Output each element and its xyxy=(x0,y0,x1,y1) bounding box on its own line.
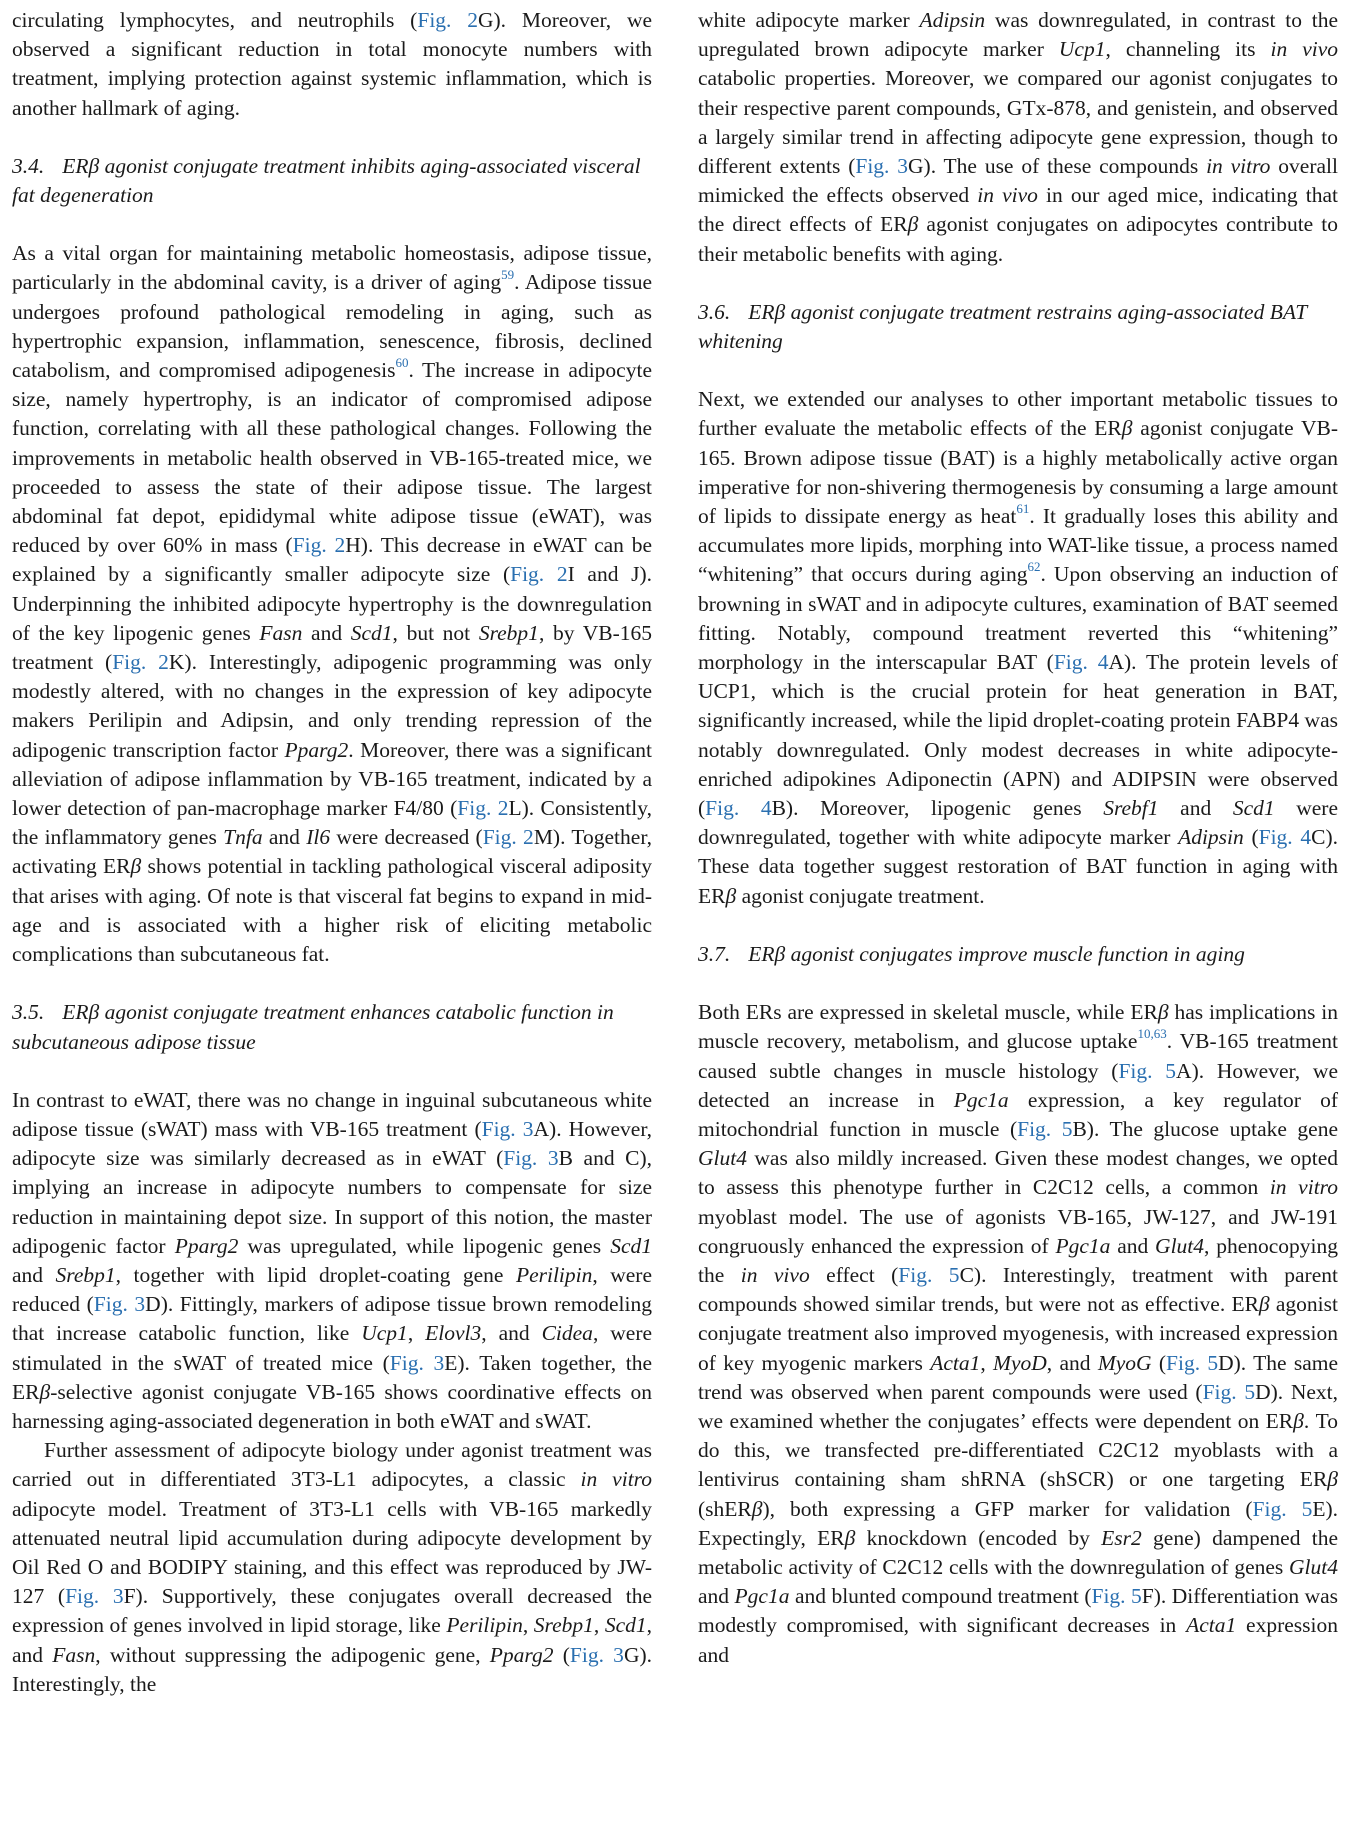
text-run: effect ( xyxy=(809,1262,899,1287)
right-column xyxy=(698,6,1338,1670)
italic-term: Il6 xyxy=(306,825,331,850)
figure-link[interactable]: Fig. 4 xyxy=(1053,650,1109,675)
text-run: , and xyxy=(1046,1350,1098,1375)
italic-term: β xyxy=(39,1379,51,1404)
figure-link[interactable]: Fig. 5 xyxy=(1118,1058,1177,1083)
text-run: , by VB-165 treatment ( xyxy=(12,620,652,675)
italic-term: Perilipin xyxy=(515,1262,593,1287)
figure-link[interactable]: Fig. 3 xyxy=(65,1584,124,1609)
italic-term: Perilipin xyxy=(446,1613,523,1638)
figure-link[interactable]: Fig. 2 xyxy=(482,825,534,850)
text-run: gene) dampened the metabolic activity of C2C12 cells with the downregulation of genes xyxy=(698,1525,1339,1579)
text-run: agonist conjugate VB-165. Brown adipose tissue (BAT) is a highly metabolically active organ imperative for non-shivering thermogenesis by consuming a large amount of lipids to dissipate energy as heat xyxy=(698,416,1338,529)
text-run: and blunted compound treatment ( xyxy=(789,1584,1092,1609)
section-heading-3-4 xyxy=(12,152,652,210)
text-run: agonist conjugate treatment also improved myogenesis, with increased expression of key myogenic markers xyxy=(698,1292,1338,1375)
text-run: ( xyxy=(1243,825,1259,850)
text-run: . Moreover, there was a significant alleviation of adipose inflammation by VB-165 treatment, indicated by a lower detection of pan-macrophage marker F4/80 ( xyxy=(12,737,652,821)
text-run: , xyxy=(980,1350,994,1375)
left-column xyxy=(12,6,652,1699)
italic-term: β xyxy=(130,854,142,879)
text-run: were downregulated, together with white adipocyte marker xyxy=(698,796,1338,850)
text-run: Next, we extended our analyses to other important metabolic tissues to further evaluate the metabolic effects of the ER xyxy=(698,387,1338,441)
figure-link[interactable]: Fig. 3 xyxy=(855,154,909,179)
figure-link[interactable]: Fig. 3 xyxy=(481,1116,534,1141)
figure-link[interactable]: Fig. 3 xyxy=(569,1642,624,1667)
figure-link[interactable]: Fig. 5 xyxy=(898,1262,960,1287)
text-run: shows potential in tackling pathological visceral adiposity that arises with aging. Of note is that visceral fat begins to expand in mid-age and is associated with a higher risk of eliciting metabolic complications than subcutaneous fat. xyxy=(12,854,653,967)
text-run: L). Consistently, the inflammatory genes xyxy=(12,796,652,850)
paragraph-3-5a xyxy=(12,1086,652,1436)
text-run: and xyxy=(1110,1233,1156,1258)
text-run: I and J). Underpinning the inhibited adipocyte hypertrophy is the downregulation of the key lipogenic genes xyxy=(12,562,653,645)
citation-link[interactable]: 62 xyxy=(1027,559,1041,575)
italic-term: Srebf1 xyxy=(1103,796,1159,821)
text-run: (shER xyxy=(698,1496,752,1521)
figure-link[interactable]: Fig. 5 xyxy=(1252,1496,1313,1521)
text-run: G). The use of these compounds xyxy=(908,154,1207,179)
text-run: agonist conjugates on adipocytes contribute to their metabolic benefits with aging. xyxy=(698,212,1338,266)
section-number: 3.7. xyxy=(698,941,731,966)
text-run: . The increase in adipocyte size, namely hypertrophy, is an indicator of compromised adipose function, correlating with all these pathological changes. Following the improvements in metabolic health observed in VB-165-treated mice, we proceeded to assess the state of their adipose tissue. The largest abdominal fat depot, epididymal white adipose tissue (eWAT), was reduced by over 60% in mass ( xyxy=(12,358,652,558)
section-number: 3.6. xyxy=(698,299,731,324)
italic-term: Glut4 xyxy=(698,1146,747,1171)
figure-link[interactable]: Fig. 5 xyxy=(1017,1116,1073,1141)
citation-link[interactable]: 60 xyxy=(395,354,409,370)
section-heading-3-5 xyxy=(12,998,652,1056)
italic-term: Tnfa xyxy=(223,825,263,850)
italic-term: β xyxy=(725,883,737,908)
text-run: knockdown (encoded by xyxy=(855,1525,1102,1550)
text-run: in our aged mice, indicating that the direct effects of ER xyxy=(698,183,1338,237)
text-run: was also mildly increased. Given these modest changes, we opted to assess this phenotype further in C2C12 cells, a common xyxy=(698,1146,1338,1200)
paragraph-3-4 xyxy=(12,239,652,969)
italic-term: Acta1 xyxy=(1186,1613,1237,1638)
text-run: F). Differentiation was modestly compromised, with significant decreases in xyxy=(698,1584,1339,1638)
italic-term: Ucp1 xyxy=(361,1321,408,1346)
italic-term: Fasn xyxy=(259,620,303,645)
text-run: B and C), implying an increase in adipocyte numbers to compensate for size reduction in maintaining depot size. In support of this notion, the master adipogenic factor xyxy=(12,1146,653,1258)
text-run: , were stimulated in the sWAT of treated mice ( xyxy=(12,1321,653,1375)
text-run: In contrast to eWAT, there was no change in inguinal subcutaneous white adipose tissue (sWAT) mass with VB-165 treatment ( xyxy=(12,1087,652,1141)
italic-term: Cidea xyxy=(541,1321,593,1346)
italic-term: β xyxy=(1258,1292,1270,1317)
text-run: ( xyxy=(1151,1350,1167,1375)
text-run: D). The same trend was observed when parent compounds were used ( xyxy=(698,1350,1339,1404)
italic-term: Pgc1a xyxy=(734,1584,790,1609)
paragraph-3-7 xyxy=(698,998,1338,1670)
italic-term: Pgc1a xyxy=(1055,1233,1111,1258)
italic-term: Srebp1 xyxy=(55,1262,116,1287)
paragraph-3-6 xyxy=(698,385,1338,911)
italic-term: Scd1 xyxy=(604,1613,647,1638)
italic-term: Glut4 xyxy=(1155,1233,1205,1258)
text-run: G). Moreover, we observed a significant reduction in total monocyte numbers with treatment, implying protection against systemic inflammation, which is another hallmark of aging. xyxy=(12,8,653,120)
italic-term: in vivo xyxy=(977,183,1038,208)
text-run: . To do this, we transfected pre-differentiated C2C12 myoblasts with a lentivirus containing sham shRNA (shSCR) or one targeting ER xyxy=(698,1408,1338,1492)
italic-term: β xyxy=(1157,1000,1169,1025)
figure-link[interactable]: Fig. 2 xyxy=(112,650,169,675)
text-run: expression and xyxy=(698,1613,1339,1667)
italic-term: Pparg2 xyxy=(284,737,349,762)
italic-term: Esr2 xyxy=(1101,1525,1142,1550)
text-run: E). Taken together, the ER xyxy=(12,1350,653,1404)
figure-link[interactable]: Fig. 2 xyxy=(292,533,346,558)
italic-term: Pgc1a xyxy=(953,1087,1009,1112)
section-title: ERβ agonist conjugates improve muscle function in aging xyxy=(748,941,1245,966)
text-run: A). However, adipocyte size was similarly decreased as in eWAT ( xyxy=(12,1116,652,1171)
text-run: , phenocopying the xyxy=(698,1233,1338,1287)
figure-link[interactable]: Fig. 3 xyxy=(389,1350,445,1375)
text-run: . It gradually loses this ability and accumulates more lipids, morphing into WAT-like tissue, a process named “whitening” that occurs during aging xyxy=(698,504,1338,587)
text-run: , xyxy=(407,1321,426,1346)
figure-link[interactable]: Fig. 3 xyxy=(503,1146,559,1171)
text-run: D). Fittingly, markers of adipose tissue brown remodeling that increase catabolic function, like xyxy=(12,1292,652,1346)
text-run: , without suppressing the adipogenic gene, xyxy=(95,1642,490,1667)
text-run: M). Together, activating ER xyxy=(12,825,652,879)
italic-term: Adipsin xyxy=(919,8,986,32)
section-heading-3-6 xyxy=(698,298,1338,356)
paragraph-intro xyxy=(12,6,652,123)
italic-term: Acta1 xyxy=(930,1350,981,1375)
text-run: A). The protein levels of UCP1, which is the crucial protein for heat generation in BAT, significantly increased, while the lipid droplet-coating protein FABP4 was notably downregulated. Only modest decreases in white adipocyte-enriched adipokines Adiponectin (APN) and ADIPSIN were observed ( xyxy=(698,650,1339,821)
text-run: expression, a key regulator of mitochondrial function in muscle ( xyxy=(698,1087,1338,1141)
italic-term: in vivo xyxy=(1270,37,1338,62)
section-heading-3-7 xyxy=(698,940,1338,969)
text-run: B). Moreover, lipogenic genes xyxy=(771,796,1104,821)
italic-term: in vitro xyxy=(1206,154,1271,179)
text-run: F). Supportively, these conjugates overall decreased the expression of genes involved in lipid storage, like xyxy=(12,1584,652,1638)
text-run: . Adipose tissue undergoes profound pathological remodeling in aging, such as hypertrophic expansion, inflammation, senescence, fibrosis, declined catabolism, and compromised adipogenesis xyxy=(12,270,652,383)
text-run: H). This decrease in eWAT can be explained by a significantly smaller adipocyte size ( xyxy=(12,533,652,587)
italic-term: Fasn xyxy=(52,1642,96,1667)
text-run: were decreased ( xyxy=(330,825,483,850)
text-run: , and xyxy=(12,1613,652,1667)
text-run: myoblast model. The use of agonists VB-165, JW-127, and JW-191 congruously enhanced the expression of xyxy=(698,1204,1338,1258)
text-run: , channeling its xyxy=(1105,37,1271,62)
text-run: and xyxy=(12,1262,56,1287)
section-number: 3.4. xyxy=(12,153,45,178)
italic-term: MyoD xyxy=(993,1350,1047,1375)
text-run: K). Interestingly, adipogenic programming was only modestly altered, with no changes in the expression of key adipocyte makers Perilipin and Adipsin, and only trending repression of the adipogenic transcription factor xyxy=(12,650,652,762)
text-run: As a vital organ for maintaining metabolic homeostasis, adipose tissue, particularly in the abdominal cavity, is a driver of aging xyxy=(12,241,652,295)
figure-link[interactable]: Fig. 2 xyxy=(417,8,478,32)
italic-term: Srebp1 xyxy=(533,1613,594,1638)
paragraph-3-5b xyxy=(12,1436,652,1699)
italic-term: Glut4 xyxy=(1289,1554,1338,1579)
text-run: -selective agonist conjugate VB-165 shows coordinative effects on harnessing aging-associated degeneration in both eWAT and sWAT. xyxy=(12,1379,652,1433)
text-run: , xyxy=(522,1613,534,1638)
text-run: Both ERs are expressed in skeletal muscle, while ER xyxy=(698,1000,1158,1025)
text-run: ( xyxy=(553,1642,570,1667)
text-run: circulating lymphocytes, and neutrophils ( xyxy=(12,8,418,32)
italic-term: Scd1 xyxy=(350,620,393,645)
figure-link[interactable]: Fig. 4 xyxy=(1258,825,1312,850)
italic-term: in vitro xyxy=(580,1467,652,1492)
text-run: and xyxy=(1158,796,1233,821)
paragraph-continued xyxy=(698,6,1338,269)
text-run: , but not xyxy=(392,620,479,645)
figure-link[interactable]: Fig. 2 xyxy=(457,796,509,821)
italic-term: Scd1 xyxy=(1232,796,1275,821)
text-run: B). The glucose uptake gene xyxy=(1072,1116,1339,1141)
text-run: C). These data together suggest restoration of BAT function in aging with ER xyxy=(698,825,1338,908)
section-title: ERβ agonist conjugate treatment inhibits aging-associated visceral fat degeneration xyxy=(12,153,641,208)
text-run: white adipocyte marker xyxy=(698,8,920,32)
section-title: ERβ agonist conjugate treatment restrains aging-associated BAT whitening xyxy=(698,299,1307,354)
figure-link[interactable]: Fig. 3 xyxy=(93,1292,146,1317)
section-number: 3.5. xyxy=(12,1000,45,1025)
italic-term: Pparg2 xyxy=(489,1642,554,1667)
text-run: C). Interestingly, treatment with parent compounds showed similar trends, but were not as effective. ER xyxy=(698,1262,1338,1317)
italic-term: β xyxy=(1327,1467,1338,1492)
figure-link[interactable]: Fig. 5 xyxy=(1166,1350,1219,1375)
text-run: E). Expectingly, ER xyxy=(698,1496,1339,1550)
italic-term: in vitro xyxy=(1269,1175,1338,1200)
italic-term: Srebp1 xyxy=(478,620,539,645)
italic-term: MyoG xyxy=(1097,1350,1152,1375)
text-run: , xyxy=(593,1613,605,1638)
italic-term: β xyxy=(1293,1408,1304,1433)
text-run: A). However, we detected an increase in xyxy=(698,1058,1339,1112)
italic-term: Elovl3 xyxy=(425,1321,482,1346)
text-run: agonist conjugate treatment. xyxy=(736,883,985,908)
figure-link[interactable]: Fig. 5 xyxy=(1091,1584,1142,1609)
italic-term: Adipsin xyxy=(1178,825,1244,850)
text-run: was upregulated, while lipogenic genes xyxy=(238,1233,611,1258)
text-run: Further assessment of adipocyte biology under agonist treatment was carried out in differentiated 3T3-L1 adipocytes, a classic xyxy=(12,1438,652,1492)
italic-term: Ucp1 xyxy=(1058,37,1106,62)
text-run: , and xyxy=(481,1321,542,1346)
citation-link[interactable]: 61 xyxy=(1016,500,1030,516)
text-run: and xyxy=(302,620,351,645)
text-run: , together with lipid droplet-coating gene xyxy=(115,1262,516,1287)
text-run: ), both expressing a GFP marker for validation ( xyxy=(762,1496,1253,1521)
text-run: , were reduced ( xyxy=(12,1262,653,1317)
italic-term: Scd1 xyxy=(610,1233,653,1258)
italic-term: β xyxy=(751,1496,763,1521)
text-run: and xyxy=(698,1584,735,1609)
figure-link[interactable]: Fig. 4 xyxy=(705,796,772,821)
text-run: overall mimicked the effects observed xyxy=(698,154,1338,208)
text-run: G). Interestingly, the xyxy=(12,1642,652,1696)
citation-link[interactable]: 10,63 xyxy=(1137,1026,1167,1042)
text-run: . Upon observing an induction of browning in sWAT and in adipocyte cultures, examination of BAT seemed fitting. Notably, compound treatment reverted this “whitening” morphology in the interscapular BAT ( xyxy=(698,562,1338,675)
citation-link[interactable]: 59 xyxy=(501,267,515,283)
figure-link[interactable]: Fig. 2 xyxy=(510,562,568,587)
text-run: D). Next, we examined whether the conjugates’ effects were dependent on ER xyxy=(698,1379,1339,1433)
italic-term: in vivo xyxy=(740,1262,810,1287)
text-run: catabolic properties. Moreover, we compared our agonist conjugates to their respective parent compounds, GTx-878, and genistein, and observed a largely similar trend in affecting adipocyte gene expression, though to different extents ( xyxy=(698,66,1338,179)
text-run: and xyxy=(262,825,307,850)
text-run: has implications in muscle recovery, metabolism, and glucose uptake xyxy=(698,1000,1338,1054)
italic-term: β xyxy=(907,212,919,237)
italic-term: β xyxy=(1121,416,1133,441)
italic-term: Pparg2 xyxy=(174,1233,239,1258)
text-run: was downregulated, in contrast to the upregulated brown adipocyte marker xyxy=(698,8,1338,62)
text-run: . VB-165 treatment caused subtle changes in muscle histology ( xyxy=(698,1029,1338,1083)
figure-link[interactable]: Fig. 5 xyxy=(1202,1379,1256,1404)
section-title: ERβ agonist conjugate treatment enhances catabolic function in subcutaneous adipose tissue xyxy=(12,1000,614,1054)
text-run: adipocyte model. Treatment of 3T3-L1 cells with VB-165 markedly attenuated neutral lipid accumulation during adipocyte development by Oil Red O and BODIPY staining, and this effect was reproduced by JW-127 ( xyxy=(12,1496,652,1609)
italic-term: β xyxy=(844,1525,856,1550)
